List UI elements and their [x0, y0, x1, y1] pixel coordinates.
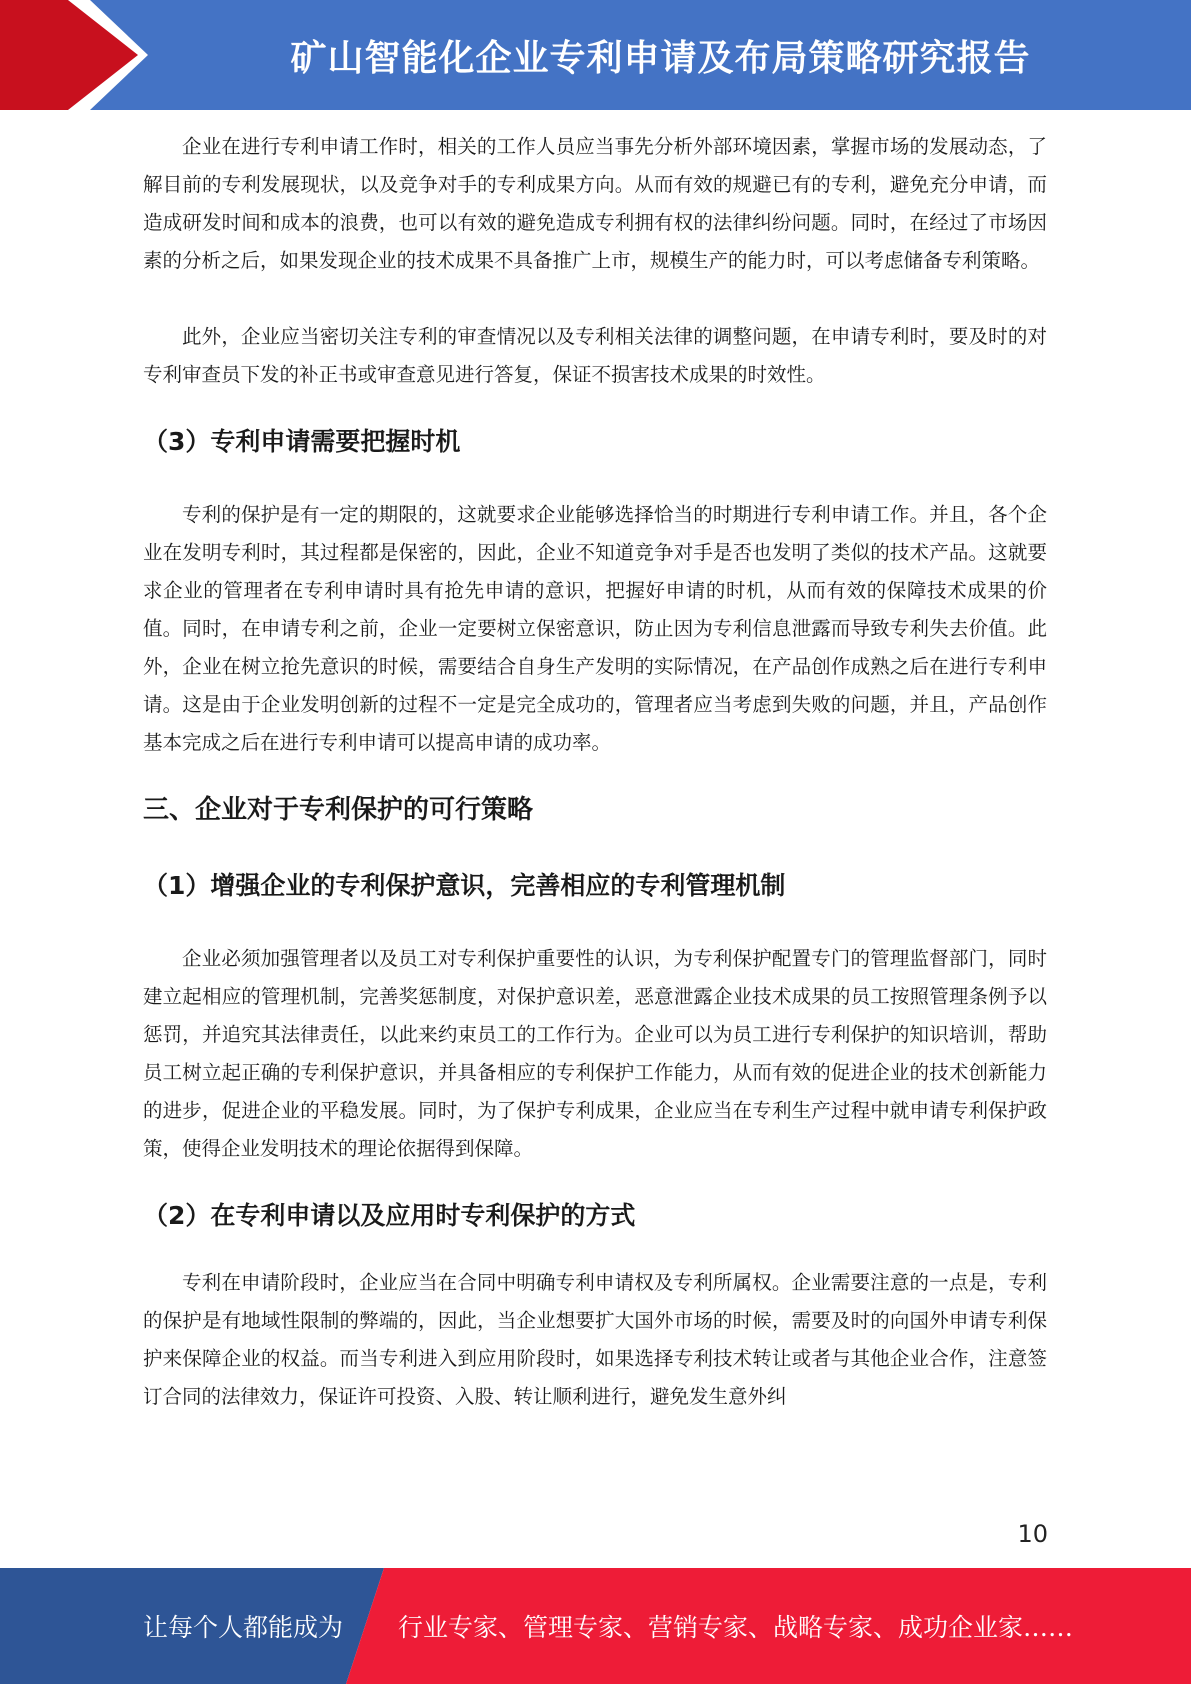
section-heading: （1）增强企业的专利保护意识，完善相应的专利管理机制 — [143, 871, 786, 900]
footer-slogan-right: 行业专家、管理专家、营销专家、战略专家、成功企业家…… — [398, 1613, 1074, 1642]
footer-slogan-left: 让每个人都能成为 — [143, 1613, 344, 1642]
document-body — [143, 128, 1047, 1416]
page-number: 10 — [1017, 1520, 1048, 1548]
paragraph: 企业在进行专利申请工作时，相关的工作人员应当事先分析外部环境因素，掌握市场的发展动态，了解目前的专利发展现状，以及竞争对手的专利成果方向。从而有效的规避已有的专利，避免充分申请，而造成研发时间和成本的浪费，也可以有效的避免造成专利拥有权的法律纠纷问题。同时，在经过了市场因素的分析之后，如果发现企业的技术成果不具备推广上市，规模生产的能力时，可以考虑储备专利策略。 — [143, 135, 1047, 272]
paragraph: 专利在申请阶段时，企业应当在合同中明确专利申请权及专利所属权。企业需要注意的一点是，专利的保护是有地域性限制的弊端的，因此，当企业想要扩大国外市场的时候，需要及时的向国外申请专利保护来保障企业的权益。而当专利进入到应用阶段时，如果选择专利技术转让或者与其他企业合作，注意签订合同的法律效力，保证许可投资、入股、转让顺利进行，避免发生意外纠 — [143, 1271, 1047, 1408]
paragraph: 专利的保护是有一定的期限的，这就要求企业能够选择恰当的时期进行专利申请工作。并且，各个企业在发明专利时，其过程都是保密的，因此，企业不知道竞争对手是否也发明了类似的技术产品。这就要求企业的管理者在专利申请时具有抢先申请的意识，把握好申请的时机，从而有效的保障技术成果的价值。同时，在申请专利之前，企业一定要树立保密意识，防止因为专利信息泄露而导致专利失去价值。此外，企业在树立抢先意识的时候，需要结合自身生产发明的实际情况，在产品创作成熟之后在进行专利申请。这是由于企业发明创新的过程不一定是完全成功的，管理者应当考虑到失败的问题，并且，产品创作基本完成之后在进行专利申请可以提高申请的成功率。 — [143, 503, 1047, 754]
page-footer — [0, 1568, 1191, 1684]
section-heading: （2）在专利申请以及应用时专利保护的方式 — [143, 1201, 636, 1230]
document-title: 矿山智能化企业专利申请及布局策略研究报告 — [290, 37, 1031, 79]
paragraph: 此外，企业应当密切关注专利的审查情况以及专利相关法律的调整问题，在申请专利时，要及时的对专利审查员下发的补正书或审查意见进行答复，保证不损害技术成果的时效性。 — [143, 325, 1047, 386]
section-heading: （3）专利申请需要把握时机 — [143, 427, 461, 456]
chapter-heading: 三、企业对于专利保护的可行策略 — [143, 795, 534, 825]
page-header — [0, 0, 1191, 110]
paragraph: 企业必须加强管理者以及员工对专利保护重要性的认识，为专利保护配置专门的管理监督部门，同时建立起相应的管理机制，完善奖惩制度，对保护意识差，恶意泄露企业技术成果的员工按照管理条例予以惩罚，并追究其法律责任，以此来约束员工的工作行为。企业可以为员工进行专利保护的知识培训，帮助员工树立起正确的专利保护意识，并具备相应的专利保护工作能力，从而有效的促进企业的技术创新能力的进步，促进企业的平稳发展。同时，为了保护专利成果，企业应当在专利生产过程中就申请专利保护政策，使得企业发明技术的理论依据得到保障。 — [143, 947, 1047, 1160]
